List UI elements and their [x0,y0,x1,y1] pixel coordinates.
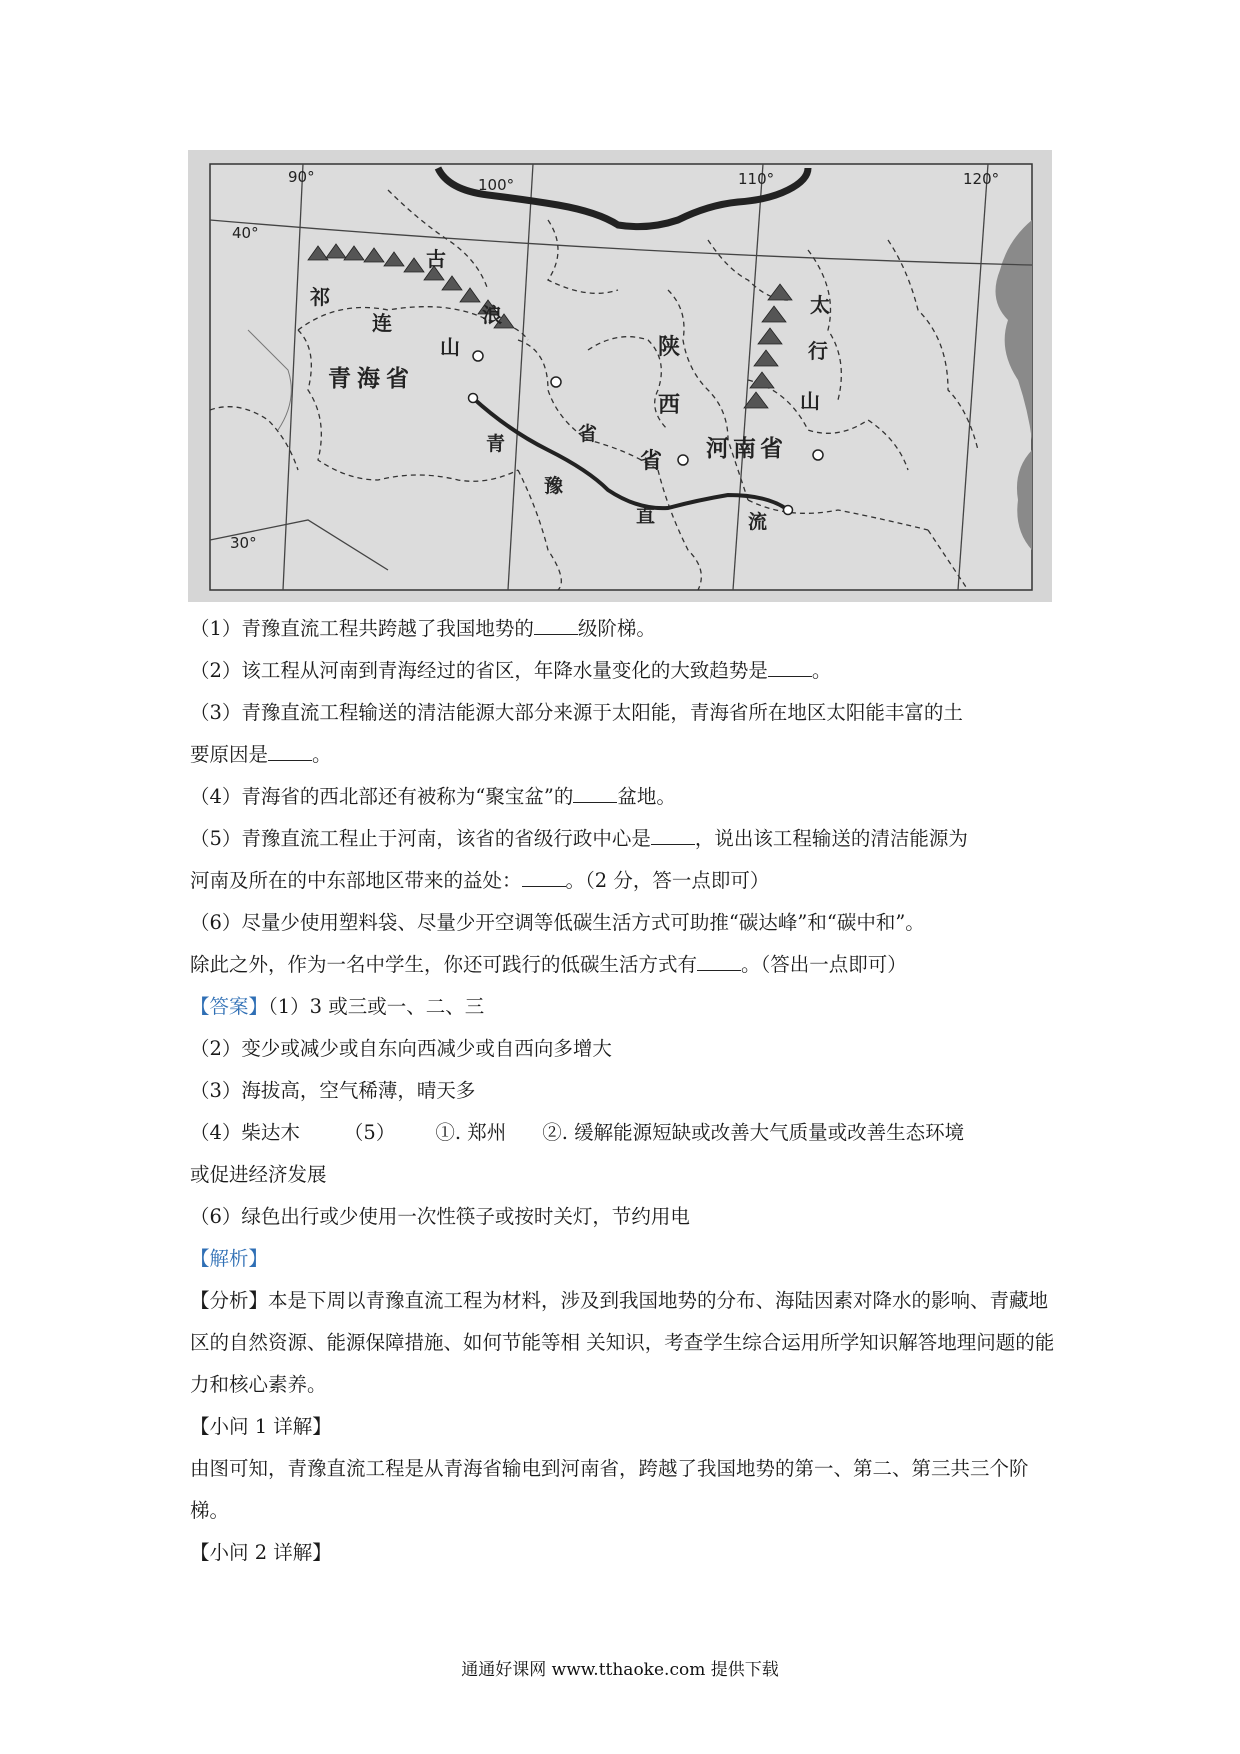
route-end [784,506,793,515]
answer-blank [573,782,617,803]
lon-label-90: 90° [288,168,315,186]
question-6-line2: 除此之外，作为一名中学生，你还可践行的低碳生活方式有 。（答出一点即可） [190,944,1060,986]
analysis-paragraph: 【分析】本是下周以青豫直流工程为材料，涉及到我国地势的分布、海陆因素对降水的影响、青藏地区的自然资源、能源保障措施、如何节能等相 关知识，考查学生综合运用所学知识解答地理问题的能力和核心素养。 [190,1289,1055,1396]
label-route-zhi: 直 [636,505,656,527]
label-lian: 连 [372,311,392,335]
answer-4-5: （4）柴达木 （5） ①. 郑州 ②. 缓解能源短缺或改善大气质量或改善生态环境 [190,1121,965,1144]
question-6-line1: （6）尽量少使用塑料袋、尽量少开空调等低碳生活方式可助推“碳达峰”和“碳中和”。 [190,911,925,934]
label-tai: 太 [810,293,830,317]
answer-2: （2）变少或减少或自东向西减少或自西向多增大 [190,1037,612,1060]
sub-question-1-text: 由图可知，青豫直流工程是从青海省输电到河南省，跨越了我国地势的第一、第二、第三共三个阶梯。 [190,1457,1029,1522]
label-route-yu: 豫 [544,475,564,497]
answer-blank [534,614,578,635]
answer-blank [268,740,312,761]
question-1: （1）青豫直流工程共跨越了我国地势的 级阶梯。 [190,608,1060,650]
question-4: （4）青海省的西北部还有被称为“聚宝盆”的 盆地。 [190,776,1060,818]
label-gansu-sheng: 省 [578,423,598,445]
city-marker [473,351,483,361]
question-3-line1: （3）青豫直流工程输送的清洁能源大部分来源于太阳能，青海省所在地区太阳能丰富的土 [190,701,963,724]
answer-blank [651,824,695,845]
label-xing: 行 [808,339,828,363]
question-2: （2）该工程从河南到青海经过的省区，年降水量变化的大致趋势是 。 [190,650,1060,692]
label-lang: 浪 [482,303,502,327]
map-figure [188,150,1052,602]
answer-1: 【答案】（1）3 或三或一、二、三 [190,995,485,1018]
answer-6: （6）绿色出行或少使用一次性筷子或按时关灯，节约用电 [190,1205,690,1228]
label-route-qing: 青 [486,433,506,455]
label-shan-taihang: 山 [800,389,820,413]
question-3-line2: 要原因是 。 [190,734,1060,776]
lon-label-100: 100° [478,176,515,194]
city-marker [551,377,561,387]
answer-5-cont: 或促进经济发展 [190,1163,327,1186]
lat-label-40: 40° [232,224,259,242]
sub-question-2-title: 【小问 2 详解】 [190,1541,332,1564]
map-svg [188,150,1052,602]
answer-tag: 【答案】 [190,995,269,1018]
answer-blank [697,950,741,971]
answer-blank [522,866,566,887]
sub-question-1-title: 【小问 1 详解】 [190,1415,332,1438]
city-marker [813,450,823,460]
label-henan: 河南省 [706,435,787,462]
analysis-tag: 【解析】 [190,1247,269,1270]
question-5-line2: 河南及所在的中东部地区带来的益处： 。（2 分，答一点即可） [190,860,1060,902]
lon-label-110: 110° [738,170,775,188]
answer-3: （3）海拔高，空气稀薄，晴天多 [190,1079,476,1102]
answer-blank [768,656,812,677]
label-shan-xi-3: 省 [640,448,663,474]
label-shan: 山 [440,335,460,359]
city-marker [678,455,688,465]
label-qinghai: 青海省 [328,365,415,392]
label-shan-xi-1: 陕 [658,334,681,360]
label-qi: 祁 [310,285,330,309]
route-start [469,394,478,403]
document-body [190,608,1060,1574]
question-5-line1: （5）青豫直流工程止于河南，该省的省级行政中心是 ，说出该工程输送的清洁能源为 [190,818,1060,860]
label-gu: 古 [426,247,446,271]
label-route-liu: 流 [748,511,768,533]
lon-label-120: 120° [963,170,1000,188]
lat-label-30: 30° [230,534,257,552]
label-shan-xi-2: 西 [658,392,681,418]
page-footer: 通通好课网 www.tthaoke.com 提供下载 [461,1660,779,1680]
